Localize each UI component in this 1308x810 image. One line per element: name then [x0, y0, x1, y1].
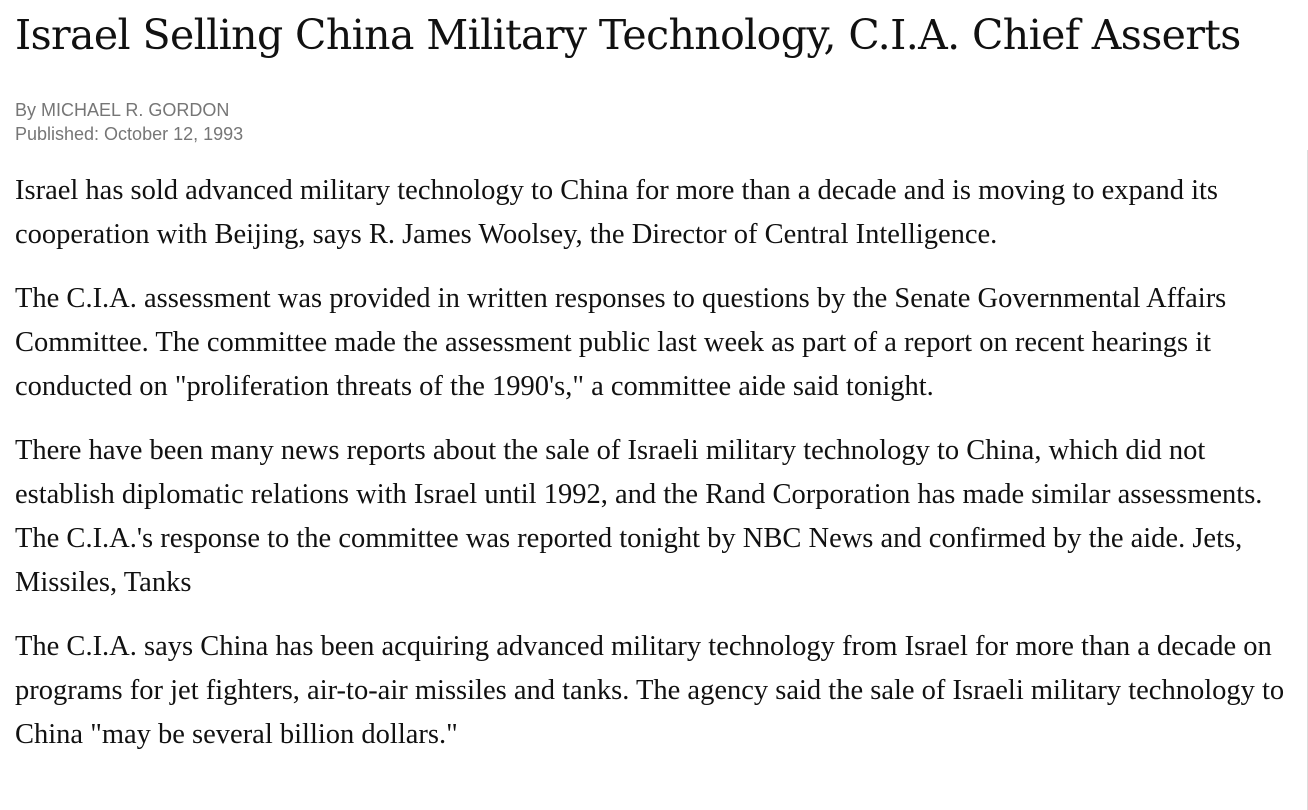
article-paragraph: Israel has sold advanced military technology to China for more than a decade and is moving to expand its cooperation with Beijing, says R. James Woolsey, the Director of Central Intelligence.	[15, 175, 1218, 250]
article-paragraph: The C.I.A. assessment was provided in written responses to questions by the Senate Governmental Affairs Committee. The committee made the assessment public last week as part of a report on recent hearings it conducted on "proliferation threats of the 1990's," a committee aide said tonight.	[15, 283, 1227, 402]
article-paragraph: There have been many news reports about the sale of Israeli military technology to China, which did not establish diplomatic relations with Israel until 1992, and the Rand Corporation has made similar assessments. The C.I.A.'s response to the committee was reported tonight by NBC News and confirmed by the aide. Jets, Missiles, Tanks	[15, 435, 1263, 598]
byline-block	[15, 98, 1305, 146]
article	[15, 0, 1305, 757]
headline: Israel Selling China Military Technology, C.I.A. Chief Asserts	[15, 11, 1241, 59]
publish-date: Published: October 12, 1993	[15, 124, 244, 144]
article-paragraph: The C.I.A. says China has been acquiring advanced military technology from Israel for more than a decade on programs for jet fighters, air-to-air missiles and tanks. The agency said the sale of Israeli military technology to China "may be several billion dollars."	[15, 631, 1285, 750]
byline: By MICHAEL R. GORDON	[15, 100, 230, 120]
